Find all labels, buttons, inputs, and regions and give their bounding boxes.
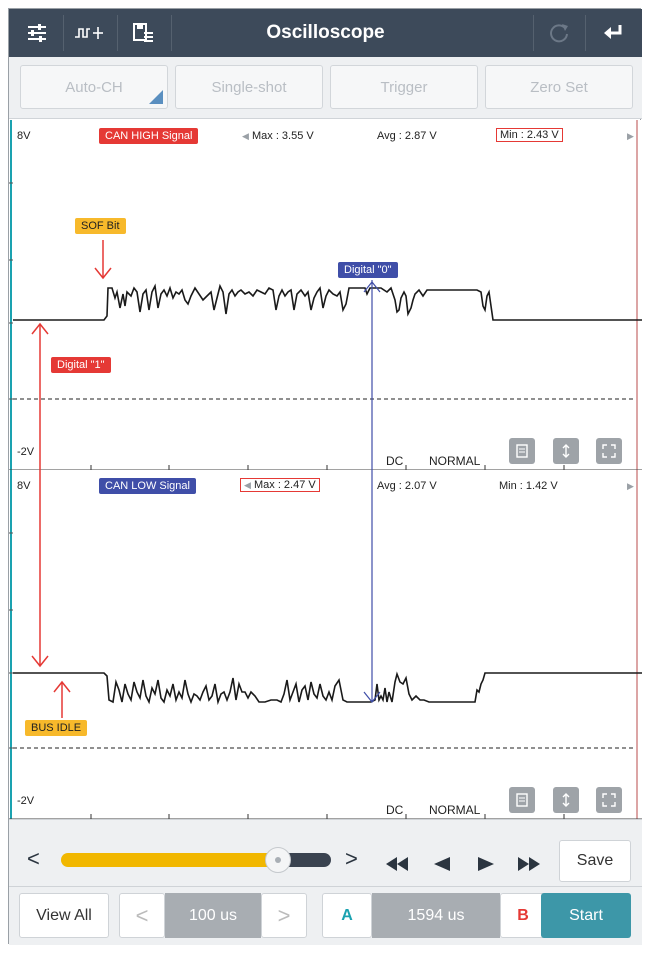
expand-icon[interactable] <box>596 787 622 813</box>
annotation-digital-1: Digital "1" <box>51 357 111 373</box>
vertical-scale-icon[interactable] <box>553 787 579 813</box>
auto-ch-label: Auto-CH <box>65 78 123 96</box>
playback-slider-knob[interactable] <box>265 847 291 873</box>
trigger-label: Trigger <box>380 78 428 96</box>
y-axis-top-label: 8V <box>17 480 31 492</box>
chevron-left-icon: < <box>135 902 149 928</box>
right-triangle-icon[interactable]: ▶ <box>627 131 634 141</box>
chevron-right-icon: > <box>277 902 291 928</box>
scope-panel-can-high <box>9 120 642 470</box>
avg-readout: Avg : 2.07 V <box>377 480 437 492</box>
y-axis-bottom-label: -2V <box>17 795 35 807</box>
bottom-bar <box>9 886 642 945</box>
step-back-icon[interactable] <box>433 852 451 878</box>
trigger-button[interactable] <box>330 65 478 109</box>
cursor-delta-value: 1594 us <box>372 893 500 938</box>
left-triangle-icon: ◀ <box>244 480 251 490</box>
rewind-icon[interactable] <box>385 852 409 878</box>
channel-label-can-high[interactable]: CAN HIGH Signal <box>99 128 198 144</box>
channel-settings-icon[interactable] <box>509 787 535 813</box>
zero-set-button[interactable] <box>485 65 633 109</box>
min-readout: Min : 1.42 V <box>499 480 558 492</box>
avg-readout: Avg : 2.87 V <box>377 130 437 142</box>
max-readout <box>240 478 320 492</box>
back-icon[interactable] <box>589 9 637 57</box>
annotation-digital-0: Digital "0" <box>338 262 398 278</box>
trigger-mode-label: NORMAL <box>429 454 481 468</box>
max-value: Max : 3.55 V <box>251 130 314 142</box>
right-triangle-icon[interactable]: ▶ <box>627 481 634 491</box>
annotation-bus-idle: BUS IDLE <box>25 720 87 736</box>
min-readout: Min : 2.43 V <box>496 128 563 142</box>
fast-forward-icon[interactable] <box>517 852 541 878</box>
dropdown-corner-icon <box>149 90 163 104</box>
coupling-label: DC <box>386 454 404 468</box>
single-shot-button[interactable] <box>175 65 323 109</box>
mode-toolbar <box>9 57 642 119</box>
scroll-right-button[interactable]: > <box>345 846 358 871</box>
channel-settings-icon[interactable] <box>509 438 535 464</box>
save-button[interactable]: Save <box>559 840 631 882</box>
trigger-mode-label: NORMAL <box>429 803 481 817</box>
y-axis-top-label: 8V <box>17 130 31 142</box>
coupling-label: DC <box>386 803 404 817</box>
settings-sliders-icon[interactable] <box>13 9 61 57</box>
playback-bar <box>9 819 642 886</box>
timebase-increase-button[interactable] <box>261 893 307 938</box>
step-forward-icon[interactable] <box>477 852 495 878</box>
refresh-icon[interactable] <box>535 9 583 57</box>
max-value: Max : 2.47 V <box>253 479 316 491</box>
single-shot-label: Single-shot <box>211 78 287 96</box>
scroll-left-button[interactable]: < <box>27 846 40 871</box>
save-list-icon[interactable] <box>119 9 167 57</box>
max-readout <box>242 130 314 142</box>
channel-label-can-low[interactable]: CAN LOW Signal <box>99 478 196 494</box>
scope-panel-can-low <box>9 470 642 819</box>
zero-set-label: Zero Set <box>530 78 588 96</box>
start-button[interactable]: Start <box>541 893 631 938</box>
auto-ch-button[interactable] <box>20 65 168 109</box>
vertical-scale-icon[interactable] <box>553 438 579 464</box>
y-axis-bottom-label: -2V <box>17 446 35 458</box>
page-title: Oscilloscope <box>266 22 385 43</box>
view-all-button[interactable]: View All <box>19 893 109 938</box>
cursor-a-button[interactable]: A <box>322 893 372 938</box>
timebase-value: 100 us <box>165 893 261 938</box>
timebase-decrease-button[interactable] <box>119 893 165 938</box>
expand-icon[interactable] <box>596 438 622 464</box>
cursor-b-button[interactable]: B <box>500 893 546 938</box>
oscilloscope-app <box>8 8 641 944</box>
waveform-measure-icon[interactable] <box>65 9 113 57</box>
can-high-waveform-area[interactable] <box>9 120 642 470</box>
title-bar <box>9 9 642 57</box>
can-low-waveform-area[interactable] <box>9 470 642 819</box>
annotation-sof-bit: SOF Bit <box>75 218 126 234</box>
left-triangle-icon: ◀ <box>242 131 249 141</box>
